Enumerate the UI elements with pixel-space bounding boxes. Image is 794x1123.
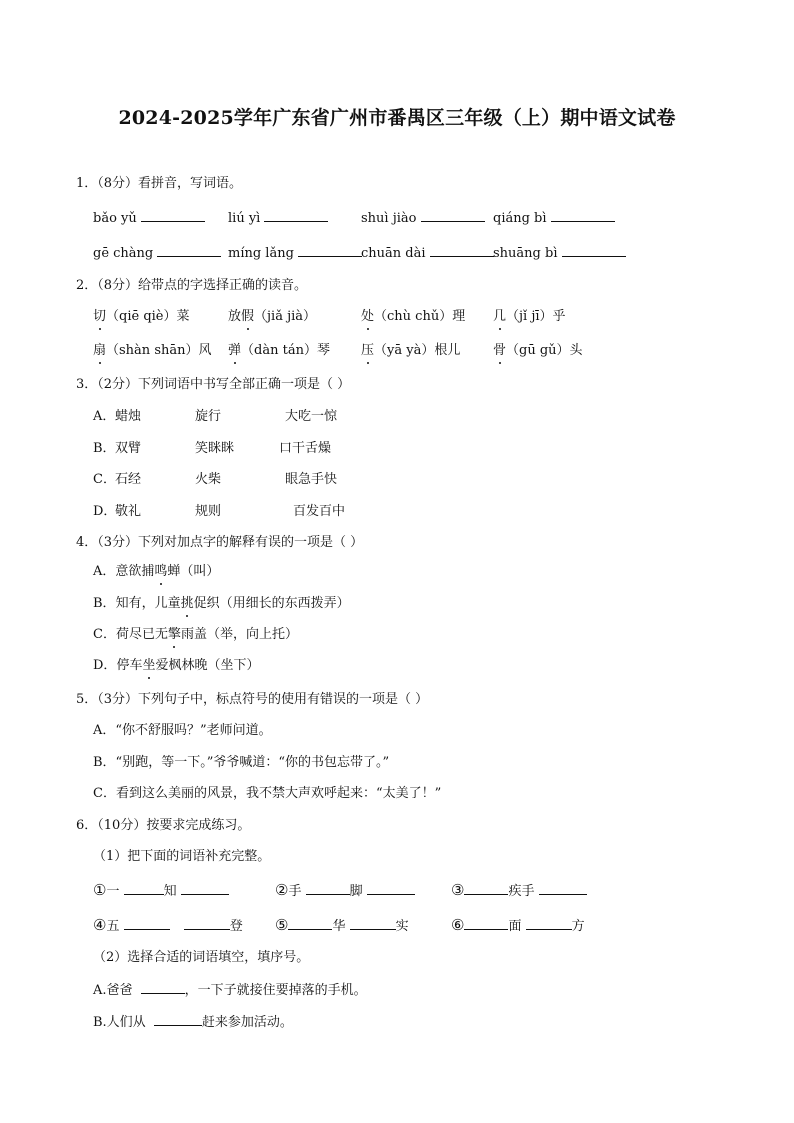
q2-item-1: 切（qiē qiè）菜: [93, 309, 190, 324]
q1-stem: 1．（8分）看拼音，写词语。: [76, 176, 243, 191]
idiom-6: ⑥ 面 方: [451, 916, 585, 934]
q2-item-3: 处（chù chǔ）理: [361, 309, 466, 324]
q6-fill-b: B.人们从 赶来参加活动。: [93, 1015, 293, 1030]
q1-pinyin-1: bǎo yǔ: [93, 211, 137, 226]
q1-pinyin-4: qiáng bì: [493, 211, 547, 226]
answer-blank[interactable]: [141, 209, 205, 222]
q1-pinyin-2: liú yì: [228, 211, 261, 226]
answer-blank[interactable]: [184, 917, 230, 930]
answer-blank[interactable]: [157, 244, 221, 257]
q2-item-2: 放假（jiǎ jià）: [228, 309, 317, 324]
q1-pinyin-5: gē chàng: [93, 246, 154, 261]
q5-stem: 5．（3分）下列句子中，标点符号的使用有错误的一项是（ ）: [76, 692, 429, 707]
q4-option-a[interactable]: A．意欲捕鸣蝉（叫）: [93, 564, 220, 579]
answer-blank[interactable]: [298, 244, 362, 257]
answer-blank[interactable]: [124, 917, 170, 930]
q4-option-d[interactable]: D．停车坐爱枫林晚（坐下）: [93, 658, 260, 673]
idiom-1: ①一 知: [93, 881, 229, 901]
q4-stem: 4．（3分）下列对加点字的解释有误的一项是（ ）: [76, 535, 364, 550]
answer-blank[interactable]: [306, 882, 350, 895]
answer-blank[interactable]: [464, 882, 508, 895]
answer-blank[interactable]: [124, 882, 164, 895]
q1-pinyin-3: shuì jiào: [361, 211, 417, 226]
answer-blank[interactable]: [350, 917, 396, 930]
q6-stem: 6．（10分）按要求完成练习。: [76, 818, 251, 833]
q1-pinyin-8: shuāng bì: [493, 246, 558, 261]
q2-stem: 2．（8分）给带点的字选择正确的读音。: [76, 278, 308, 293]
answer-blank[interactable]: [288, 917, 332, 930]
idiom-4: ④五 登: [93, 916, 243, 934]
answer-blank[interactable]: [562, 244, 626, 257]
idiom-2: ②手 脚: [275, 881, 415, 901]
q4-option-b[interactable]: B．知有，儿童挑促织（用细长的东西拨弄）: [93, 596, 350, 611]
q5-option-a[interactable]: A．“你不舒服吗？”老师问道。: [93, 723, 272, 738]
q2-item-6: 弹（dàn tán）琴: [228, 343, 330, 358]
answer-blank[interactable]: [141, 981, 185, 994]
answer-blank[interactable]: [526, 917, 572, 930]
q1-pinyin-6: míng lǎng: [228, 246, 294, 261]
q1-pinyin-7: chuān dài: [361, 246, 426, 261]
q6-part1: （1）把下面的词语补充完整。: [93, 849, 271, 864]
q6-fill-a: A.爸爸 ，一下子就接住要掉落的手机。: [93, 983, 367, 998]
q2-item-5: 扇（shàn shān）风: [93, 343, 212, 358]
idiom-5: ⑤ 华 实: [275, 916, 409, 934]
exam-page: 2024-2025学年广东省广州市番禺区三年级（上）期中语文试卷 1．（8分）看拼音，写词语。 bǎo yǔ liú yì shuì jiào qiáng bì gē chàng míng lǎng chuān dài shuāng bì 2．（8分）给带点的字选择正确的读音。 切（qiē qiè）菜 放假（jiǎ jià） 处（chù chǔ）理 几（jǐ jī）乎 扇（shàn shān）风 弹（dàn tán）琴 压（yā yà）根儿 骨（gū gǔ）头 3．（2分）下列词语中书写全部正确一项是（ ） A． 蜡烛 旋行 大吃一惊 B． 双臂 笑眯眯 口干舌燥 C． 石经 火柴 眼急手快 D． 敬礼 规则 百发百中 4．（3分）下列对加点字的解释有误的一项是（ ） A．意欲捕鸣蝉（叫） B．知有，儿童挑促织（用细长的东西拨弄） C．荷尽已无擎雨盖（举，向上托） D．停车坐爱枫林晚（坐下） 5．（3分）下列句子中，标点符号的使用有错误的一项是（ ） A．“你不舒服吗？”老师问道。 B．“别跑，等一下。”爷爷喊道：“你的书包忘带了。” C．看到这么美丽的风景，我不禁大声欢呼起来：“太美了！” 6．（10分）按要求完成练习。 （1）把下面的词语补充完整。 ①一 知 ②手 脚 ③ 疾手 ④五 登 ⑤ 华 实 ⑥ 面 方 （2）选择合适的词语填空，填序号。 A.爸爸 ，一下子就接住要掉落的手机。 B.人们从 赶来参加活动。: [0, 0, 794, 1123]
answer-blank[interactable]: [430, 244, 494, 257]
q2-item-4: 几（jǐ jī）乎: [493, 309, 566, 324]
answer-blank[interactable]: [539, 882, 587, 895]
answer-blank[interactable]: [464, 917, 508, 930]
answer-blank[interactable]: [551, 209, 615, 222]
q4-option-c[interactable]: C．荷尽已无擎雨盖（举，向上托）: [93, 627, 298, 642]
q5-option-b[interactable]: B．“别跑，等一下。”爷爷喊道：“你的书包忘带了。”: [93, 755, 390, 770]
q2-item-7: 压（yā yà）根儿: [361, 343, 461, 358]
q3-stem: 3．（2分）下列词语中书写全部正确一项是（ ）: [76, 377, 351, 392]
q5-option-c[interactable]: C．看到这么美丽的风景，我不禁大声欢呼起来：“太美了！”: [93, 786, 442, 801]
answer-blank[interactable]: [154, 1013, 202, 1026]
answer-blank[interactable]: [367, 882, 415, 895]
idiom-3: ③ 疾手: [451, 881, 587, 901]
answer-blank[interactable]: [181, 882, 229, 895]
page-title: 2024-2025学年广东省广州市番禺区三年级（上）期中语文试卷: [118, 107, 676, 129]
answer-blank[interactable]: [421, 209, 485, 222]
q2-item-8: 骨（gū gǔ）头: [493, 343, 583, 358]
answer-blank[interactable]: [264, 209, 328, 222]
q6-part2: （2）选择合适的词语填空，填序号。: [93, 950, 310, 965]
